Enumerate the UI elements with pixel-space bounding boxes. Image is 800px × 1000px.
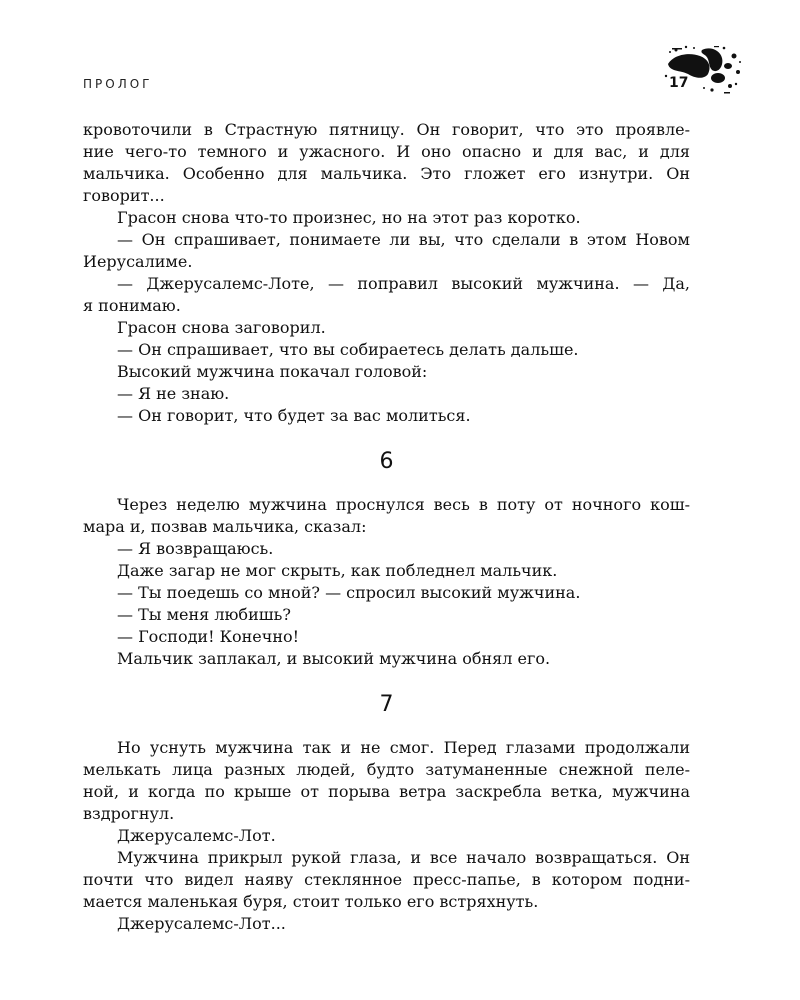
text-line: говорит... (83, 186, 165, 205)
text-line: мара и, позвав мальчика, сказал: (83, 517, 367, 536)
text-line: мелькать лица разных людей, будто затуманенные снежной пеле- (83, 760, 690, 779)
text-line: Иерусалиме. (83, 252, 193, 271)
text-line: — Ты поедешь со мной? — спросил высокий мужчина. (117, 583, 581, 602)
text-line: Мальчик заплакал, и высокий мужчина обнял его. (117, 649, 551, 668)
section-number-7: 7 (379, 692, 394, 717)
text-line: — Он спрашивает, что вы собираетесь делать дальше. (117, 340, 579, 359)
text-line: — Он говорит, что будет за вас молиться. (117, 406, 471, 425)
text-line: — Господи! Конечно! (117, 627, 300, 646)
text-line: вздрогнул. (83, 804, 175, 823)
text-line: кровоточили в Страстную пятницу. Он говорит, что это проявле- (83, 120, 690, 139)
text-line: — Я не знаю. (117, 384, 230, 403)
text-line: я понимаю. (83, 296, 181, 315)
text-line: почти что видел наяву стеклянное пресс-папье, в котором подни- (83, 870, 690, 889)
text-line: мальчика. Особенно для мальчика. Это гложет его изнутри. Он (83, 164, 690, 183)
text-line: мается маленькая буря, стоит только его встряхнуть. (83, 892, 539, 911)
text-line: Грасон снова заговорил. (117, 318, 326, 337)
text-line: Грасон снова что-то произнес, но на этот раз коротко. (117, 208, 581, 227)
text-line: Через неделю мужчина проснулся весь в поту от ночного кош- (117, 495, 690, 514)
text-line: — Джерусалемс-Лоте, — поправил высокий мужчина. — Да, (117, 274, 690, 293)
body-text (83, 119, 690, 935)
text-line: Мужчина прикрыл рукой глаза, и все начало возвращаться. Он (117, 848, 690, 867)
text-line: Джерусалемс-Лот. (117, 826, 276, 845)
text-line: ние чего-то темного и ужасного. И оно опасно и для вас, и для (83, 142, 690, 161)
page-folio (664, 44, 744, 96)
running-title: ПРОЛОГ (83, 77, 153, 91)
text-line: ной, и когда по крыше от порыва ветра заскребла ветка, мужчина (83, 782, 690, 801)
text-line: — Он спрашивает, понимаете ли вы, что сделали в этом Новом (117, 230, 690, 249)
text-line: Даже загар не мог скрыть, как побледнел мальчик. (117, 561, 558, 580)
page-number: 17 (669, 75, 689, 91)
section-number-6: 6 (379, 449, 394, 474)
text-line: — Я возвращаюсь. (117, 539, 274, 558)
text-line: — Ты меня любишь? (117, 605, 291, 624)
text-line: Но уснуть мужчина так и не смог. Перед глазами продолжали (117, 738, 690, 757)
text-line: Джерусалемс-Лот... (117, 914, 286, 933)
text-line: Высокий мужчина покачал головой: (117, 362, 428, 381)
